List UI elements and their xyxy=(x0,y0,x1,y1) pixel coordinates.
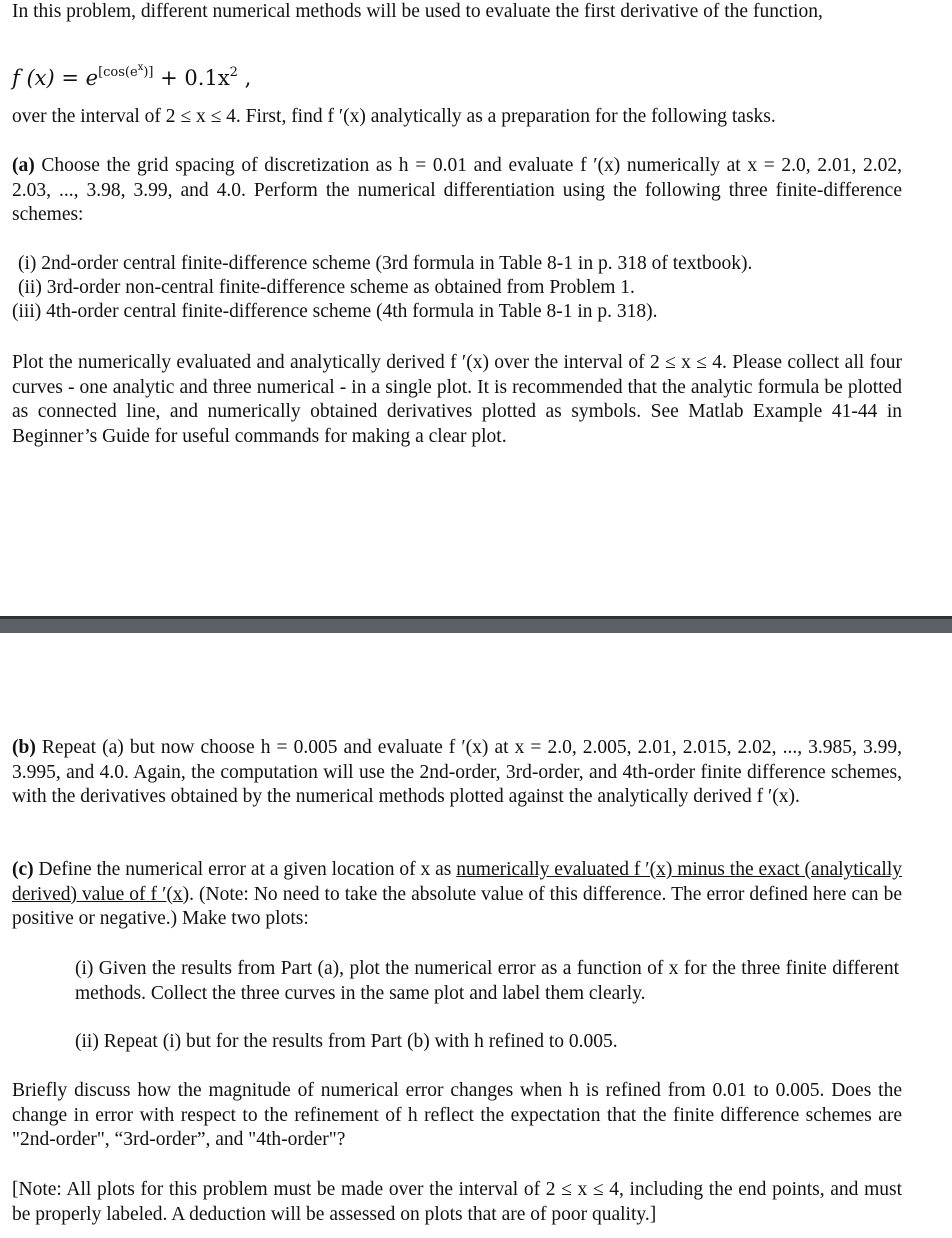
function-formula xyxy=(12,56,251,91)
intro-line: In this problem, different numerical methods will be used to evaluate the first derivative of the function, xyxy=(12,1,823,22)
part-c-text-after: . (Note: No need to take the absolute value of this difference. The error defined here can be positive or negative.) Make two plots: xyxy=(12,883,902,929)
part-a-plot-paragraph: Plot the numerically evaluated and analytically derived f ′(x) over the interval of 2 ≤ x ≤ 4. Please collect all four curves - one analytic and three numerical - in a single plot. It is recommended that the analytic formula be plotted as connected line, and numerically obtained derivatives plotted as symbols. See Matlab Example 41-44 in Beginner’s Guide for useful commands for making a clear plot. xyxy=(12,352,902,447)
part-a-paragraph xyxy=(12,154,902,228)
part-c-label: (c) xyxy=(12,859,34,880)
note-paragraph: [Note: All plots for this problem must be made over the interval of 2 ≤ x ≤ 4, including the end points, and must be properly labeled. A deduction will be assessed on plots that are of poor quality.] xyxy=(12,1179,902,1225)
formula-rest: + 0.1x xyxy=(153,66,230,90)
scheme-item-i: (i) 2nd-order central finite-difference scheme (3rd formula in Table 8-1 in p. 318 of textbook). xyxy=(18,253,753,274)
part-b-label: (b) xyxy=(12,737,36,758)
part-c-underlined-definition: numerically evaluated f ′(x) minus the exact (analytically derived) value of f ′(x) xyxy=(12,859,902,905)
part-c-item-i: (i) Given the results from Part (a), plot the numerical error as a function of x for the three finite different methods. Collect the three curves in the same plot and label them clearly. xyxy=(75,958,899,1004)
part-c-item-ii: (ii) Repeat (i) but for the results from Part (b) with h refined to 0.005. xyxy=(75,1031,618,1052)
interval-statement: over the interval of 2 ≤ x ≤ 4. First, find f ′(x) analytically as a preparation for the following tasks. xyxy=(12,106,776,127)
part-a-text: Choose the grid spacing of discretization as h = 0.01 and evaluate f ′(x) numerically at x = 2.0, 2.01, 2.02, 2.03, ..., 3.98, 3.99, and 4.0. Perform the numerical differentiation using the following three finite-difference schemes: xyxy=(12,155,902,225)
scheme-item-ii: (ii) 3rd-order non-central finite-difference scheme as obtained from Problem 1. xyxy=(18,277,635,298)
formula-exponent: [cos(ex)] xyxy=(98,62,154,80)
part-b-paragraph xyxy=(12,736,902,810)
formula-end: , xyxy=(237,66,252,90)
part-c-paragraph xyxy=(12,858,902,932)
part-c-text-before: Define the numerical error at a given location of x as xyxy=(33,859,457,880)
scheme-item-iii: (iii) 4th-order central finite-difference scheme (4th formula in Table 8-1 in p. 318). xyxy=(12,301,658,322)
part-a-label: (a) xyxy=(12,155,35,176)
formula-lhs: f (x) = e xyxy=(12,66,99,90)
formula-square: 2 xyxy=(229,65,238,80)
page-divider xyxy=(0,616,952,633)
part-b-text: Repeat (a) but now choose h = 0.005 and evaluate f ′(x) at x = 2.0, 2.005, 2.01, 2.015, 2.02, ..., 3.985, 3.99, 3.995, and 4.0. Again, the computation will use the 2nd-order, 3rd-order, and 4th-order finite difference schemes, with the derivatives obtained by the numerical methods plotted against the analytically derived f ′(x). xyxy=(12,737,902,807)
discussion-paragraph: Briefly discuss how the magnitude of numerical error changes when h is refined from 0.01 to 0.005. Does the change in error with respect to the refinement of h reflect the expectation that the finite difference schemes are "2nd-order", “3rd-order”, and "4th-order"? xyxy=(12,1080,902,1150)
